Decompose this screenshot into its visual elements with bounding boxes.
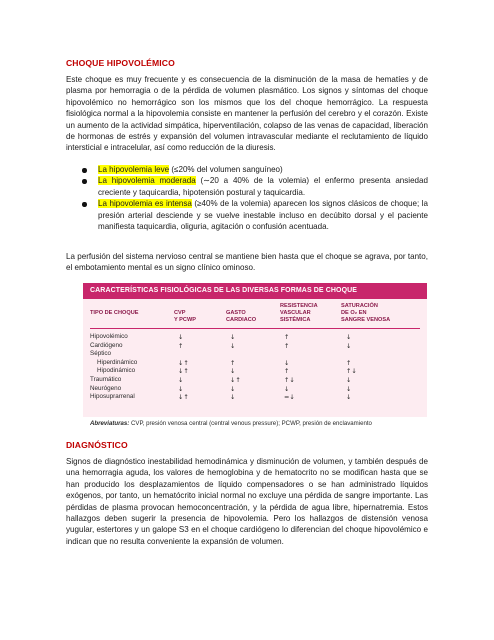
table-cell: ↓ [284, 384, 290, 393]
table-cell: ↓ [346, 393, 352, 402]
highlighted-term: La hipovolemia leve [98, 165, 170, 174]
table-cell: ↑↓ [284, 376, 295, 384]
table-cell: ↓ [284, 358, 290, 367]
row-label: Hiperdinámico [97, 358, 138, 366]
highlighted-term: La hipovolemia moderada [98, 176, 196, 186]
bullet-item [78, 164, 428, 175]
column-header-tipo: TIPO DE CHOQUE [90, 309, 139, 316]
highlighted-term: La hipovolemia es intensa [98, 199, 192, 209]
row-label: Traumático [90, 376, 122, 383]
table-cell: ↓↑ [178, 393, 189, 402]
table-cell: ↓ [346, 376, 352, 384]
shock-characteristics-table [83, 283, 427, 417]
table-cell: =↓ [284, 393, 295, 402]
table-cell: ↑↓ [346, 367, 357, 376]
table-cell: ↓ [230, 341, 236, 350]
table-cell: ↑ [230, 358, 236, 367]
table-cell: ↓ [346, 341, 352, 350]
hypovolemia-bullet-list [78, 164, 428, 232]
row-label: Cardiógeno [90, 341, 123, 349]
header-divider [90, 328, 420, 329]
bullet-item [78, 198, 428, 232]
row-label: Neurógeno [90, 384, 122, 392]
table-row [83, 385, 427, 393]
bullet-text: (∼20 a 40% de la volemia) el enfermo presenta ansiedad creciente y taquicardia, hipotensión postural y taquicardia. [98, 176, 428, 197]
table-cell: ↑ [284, 341, 290, 350]
table-abbreviations: Abreviaturas: CVP, presión venosa central (central venous pressure); PCWP, presión de enclavamiento [90, 420, 372, 427]
table-cell: ↓ [230, 333, 236, 341]
table-cell: ↑ [284, 367, 290, 376]
table-cell: ↓ [178, 376, 184, 384]
table-row [83, 350, 427, 358]
section-heading-choque: CHOQUE HIPOVOLÉMICO [66, 58, 175, 68]
row-label: Hiposuprarrenal [90, 393, 135, 401]
intro-paragraph: Este choque es muy frecuente y es consecuencia de la disminución de la masa de hematíes y de plasma por hemorragia o de la pérdida de volumen plasmático. Los signos y síntomas del choque hipovolémico no hemorrágico son los mismos que los del choque hemorrágico. La respuesta fisiológica normal a la hipovolemia consiste en mantener la perfusión del cerebro y el corazón. Existe un aumento de la actividad simpática, hiperventilación, colapso de las venas de capacidad, liberación de hormonas de estrés y expansión del volumen intravascular mediante el reclutamiento de líquido intersticial e intracelular, así como reducción de la diuresis. [66, 75, 428, 153]
row-label: Séptico [90, 350, 112, 358]
column-header-cvp: CVP Y PCWP [174, 309, 196, 323]
table-cell: ↓ [346, 333, 352, 341]
table-row [83, 376, 427, 384]
column-header-gasto: GASTO CARDIACO [226, 309, 257, 323]
column-header-saturacion: SATURACIÓN DE O₂ EN SANGRE VENOSA [341, 303, 391, 323]
table-cell: ↓ [346, 384, 352, 393]
bullet-text: (≤20% del volumen sanguíneo) [169, 165, 283, 174]
diagnosis-paragraph: Signos de diagnóstico inestabilidad hemodinámica y disminución de volumen, y también después de una hemorragia aguda, los valores de hemoglobina y de hematocrito no se modifican hasta que se han producido los desplazamientos de líquido compensadores o se han administrado líquidos exógenos, por tanto, un hematócrito inicial normal no excluye una pérdida de sangre importante. Las pérdidas de plasma provocan hemoconcentración, y la pérdida de agua libre, hipernatremia. Estos hallazgos deben sugerir la presencia de hipovolemia. Pero los hallazgos de distensión venosa yugular, estertores y un galope S3 en el choque cardiógeno lo diferencian del choque hipovolémico e indican que no resulta conveniente la expansión de volumen. [66, 457, 428, 546]
table-row [83, 333, 427, 341]
bullet-icon [82, 179, 87, 184]
table-title: CARACTERÍSTICAS FISIOLÓGICAS DE LAS DIVERSAS FORMAS DE CHOQUE [83, 283, 427, 299]
bullet-icon [82, 168, 87, 173]
table-cell: ↑ [346, 358, 352, 367]
row-label: Hipodinámico [97, 367, 136, 375]
table-cell: ↓ [230, 393, 236, 402]
row-label: Hipovolémico [90, 333, 128, 340]
table-cell: ↓ [178, 384, 184, 393]
section-heading-diagnostico: DIAGNÓSTICO [66, 440, 128, 450]
table-cell: ↓↑ [230, 376, 241, 384]
table-row [83, 393, 427, 401]
table-cell: ↓ [178, 333, 184, 341]
table-cell: ↓ [230, 367, 236, 376]
bullet-item [78, 175, 428, 198]
table-row [83, 359, 427, 367]
cns-paragraph: La perfusión del sistema nervioso central se mantiene bien hasta que el choque se agrava, por tanto, el embotamiento mental es un signo clínico ominoso. [66, 252, 428, 273]
bullet-icon [82, 202, 87, 207]
table-row [83, 342, 427, 350]
bullet-text: (≥40% de la volemia) aparecen los signos clásicos de choque; la presión arterial desciende y se vuelve inestable incluso en decúbito dorsal y el paciente manifiesta taquicardia, oliguria, agitación o confusión acentuada. [98, 199, 428, 232]
table-cell: ↓ [230, 384, 236, 393]
column-header-resistencia: RESISTENCIA VASCULAR SISTÉMICA [280, 303, 318, 323]
table-row [83, 367, 427, 375]
table-cell: ↓↑ [178, 358, 189, 367]
table-cell: ↑ [178, 341, 184, 350]
table-cell: ↑ [284, 333, 290, 341]
table-cell: ↓↑ [178, 367, 189, 376]
